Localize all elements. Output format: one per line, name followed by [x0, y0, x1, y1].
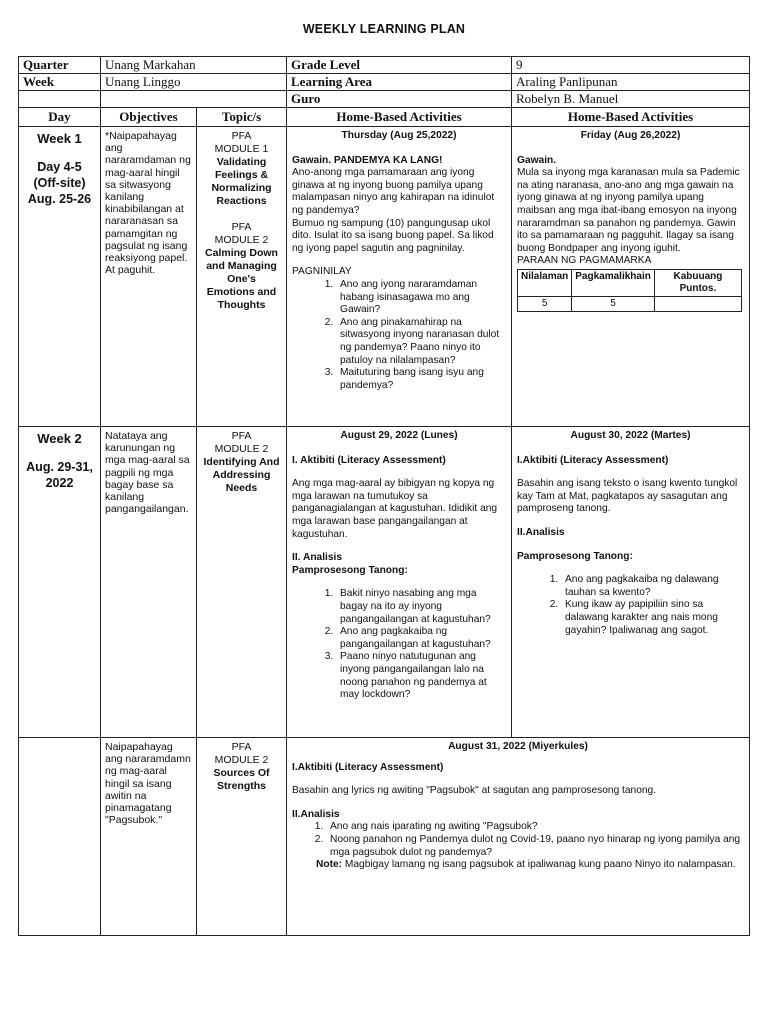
activity-cell-martes: August 30, 2022 (Martes) I.Aktibiti (Literacy Assessment) Basahin ang isang teksto o isang kwento tungkol kay Tam at Mat, pagkatapos ay sasagutan ang pamproseng tanong. II.Analisis Pamprosesong Tanong: 1. Ano ang pagkakaiba ng dalawang tauhan sa kwento? 2. Kung ikaw ay papipiliin sino sa dalawang karakter ang nais mong gayahin? Ipaliwanag ang sagot.: [512, 427, 750, 738]
header-row-quarter: [19, 57, 750, 74]
week-value: Unang Linggo: [101, 74, 287, 91]
quarter-label: Quarter: [19, 57, 101, 74]
objective-cell: *Naipapahayag ang nararamdaman ng mag-aaral hingil sa sitwasyong kanilang kinabibilangan at nararanasan sa pamamgitan ng pagsulat ng isang reaksiyong papel. At paguhit.: [101, 127, 197, 427]
header-row-week: [19, 74, 750, 91]
day-cell: Week 2 Aug. 29-31, 2022: [19, 427, 101, 738]
question-list: 1. Bakit ninyo nasabing ang mga bagay na ito ay inyong pangangailangan at kagustuhan? 2. Ano ang pagkakaiba ng pangangailangan at kagustuhan? 3. Paano ninyo natutugunan ang inyong pangangailangan lalo na noong panahon ng pandemya at may lockdown?: [292, 588, 506, 701]
question-list: 1. Ano ang nais iparating ng awiting "Pagsubok? 2. Noong panahon ng Pandemya dulot ng Covid-19, paano nyo hinarap ng iyong pamilya ang mga pagsubok dulot ng pandemya?: [292, 821, 744, 859]
rubric-table: Nilalaman Pagkamalikhain Kabuuang Puntos. 5 5: [517, 269, 742, 312]
question-list: 1. Ano ang pagkakaiba ng dalawang tauhan sa kwento? 2. Kung ikaw ay papipiliin sino sa dalawang karakter ang nais mong gayahin? Ipaliwanag ang sagot.: [517, 574, 744, 637]
table-row-week2: [19, 427, 750, 738]
day-cell: [19, 738, 101, 936]
guro-label: Guro: [287, 91, 512, 108]
header-row-guro: [19, 91, 750, 108]
learning-plan-table: [18, 56, 750, 936]
area-label: Learning Area: [287, 74, 512, 91]
area-value: Araling Panlipunan: [512, 74, 750, 91]
activity-cell-friday: Friday (Aug 26,2022) Gawain. Mula sa inyong mga karanasan mula sa Pademic na ating naranasa, ano-ano ang mga gawain na iyong ginawa at ng inyong pamilya upang maibsan ang mga ibat-ibang emosyon na inyong nararamdman sa panahon ng pandemya. Gawin ito sa pamamaraan ng pagguhit. Ilagay sa isang buong Bondpaper ang inyong iguhit. PARAAN NG PAGMAMARKA Nilalaman Pagkamalikhain Kabuuang Puntos. 5 5: [512, 127, 750, 427]
question-list: 1. Ano ang iyong nararamdaman habang isinasagawa mo ang Gawain? 2. Ano ang pinakamahirap na sitwasyong inyong naranasan dulot ng pandemya? Paano ninyo ito patuloy na nilalampasan? 3. Maituturing bang isang isyu ang pandemya?: [292, 279, 506, 392]
table-row-week1: [19, 127, 750, 427]
day-cell: Week 1 Day 4-5 (Off-site) Aug. 25-26: [19, 127, 101, 427]
week-label: Week: [19, 74, 101, 91]
col-topics: Topic/s: [197, 108, 287, 127]
document-title: WEEKLY LEARNING PLAN: [302, 22, 466, 36]
guro-value: Robelyn B. Manuel: [512, 91, 750, 108]
topic-cell: PFA MODULE 1 Validating Feelings & Normalizing Reactions PFA MODULE 2 Calming Down and Managing One's Emotions and Thoughts: [197, 127, 287, 427]
col-objectives: Objectives: [101, 108, 197, 127]
col-activities-2: Home-Based Activities: [512, 108, 750, 127]
grade-value: 9: [512, 57, 750, 74]
grade-label: Grade Level: [287, 57, 512, 74]
topic-cell: PFA MODULE 2 Sources Of Strengths: [197, 738, 287, 936]
objective-cell: Naipapahayag ang nararamdamn ng mag-aaral hingil sa isang awitin na pinamagatang "Pagsubok.": [101, 738, 197, 936]
activity-cell-miyerkules: August 31, 2022 (Miyerkules) I.Aktibiti (Literacy Assessment) Basahin ang lyrics ng awiting "Pagsubok" at sagutan ang pamprosesong tanong. II.Analisis 1. Ano ang nais iparating ng awiting "Pagsubok? 2. Noong panahon ng Pandemya dulot ng Covid-19, paano nyo hinarap ng iyong pamilya ang mga pagsubok dulot ng pandemya? Note: Magbigay lamang ng isang pagsubok at ipaliwanag kung paano Ninyo ito nalampasan.: [287, 738, 750, 936]
activity-cell-thursday: Thursday (Aug 25,2022) Gawain. PANDEMYA KA LANG! Ano-anong mga pamamaraan ang iyong ginawa at ng inyong buong pamilya upang malampasan ninyo ang kahirapan na idinulot ng pandemya? Bumuo ng sampung (10) pangungusap ukol dito. Isulat ito sa isang buong papel. Sa likod ng iyong papel sagutin ang pagninilay. PAGNINILAY 1. Ano ang iyong nararamdaman habang isinasagawa mo ang Gawain? 2. Ano ang pinakamahirap na sitwasyong inyong naranasan dulot ng pandemya? Paano ninyo ito patuloy na nilalampasan? 3. Maituturing bang isang isyu ang pandemya?: [287, 127, 512, 427]
note-text: Note: Magbigay lamang ng isang pagsubok at ipaliwanag kung paano Ninyo ito nalampasan.: [316, 859, 736, 871]
topic-cell: PFA MODULE 2 Identifying And Addressing Needs: [197, 427, 287, 738]
activity-cell-lunes: August 29, 2022 (Lunes) I. Aktibiti (Literacy Assessment) Ang mga mag-aaral ay bibigyan ng kopya ng mga larawan na tumutukoy sa panganagialangan at kagustuhan. Ididikit ang mga larawan base pangangailangan at kagustuhan. II. Analisis Pamprosesong Tanong: 1. Bakit ninyo nasabing ang mga bagay na ito ay inyong pangangailangan at kagustuhan? 2. Ano ang pagkakaiba ng pangangailangan at kagustuhan? 3. Paano ninyo natutugunan ang inyong pangangailangan lalo na noong panahon ng pandemya at may lockdown?: [287, 427, 512, 738]
quarter-value: Unang Markahan: [101, 57, 287, 74]
table-row-week2-day3: [19, 738, 750, 936]
col-activities-1: Home-Based Activities: [287, 108, 512, 127]
col-day: Day: [19, 108, 101, 127]
column-header-row: [19, 108, 750, 127]
objective-cell: Natataya ang karunungan ng mga mag-aaral sa pagpili ng mga bagay base sa kanilang pangangailangan.: [101, 427, 197, 738]
